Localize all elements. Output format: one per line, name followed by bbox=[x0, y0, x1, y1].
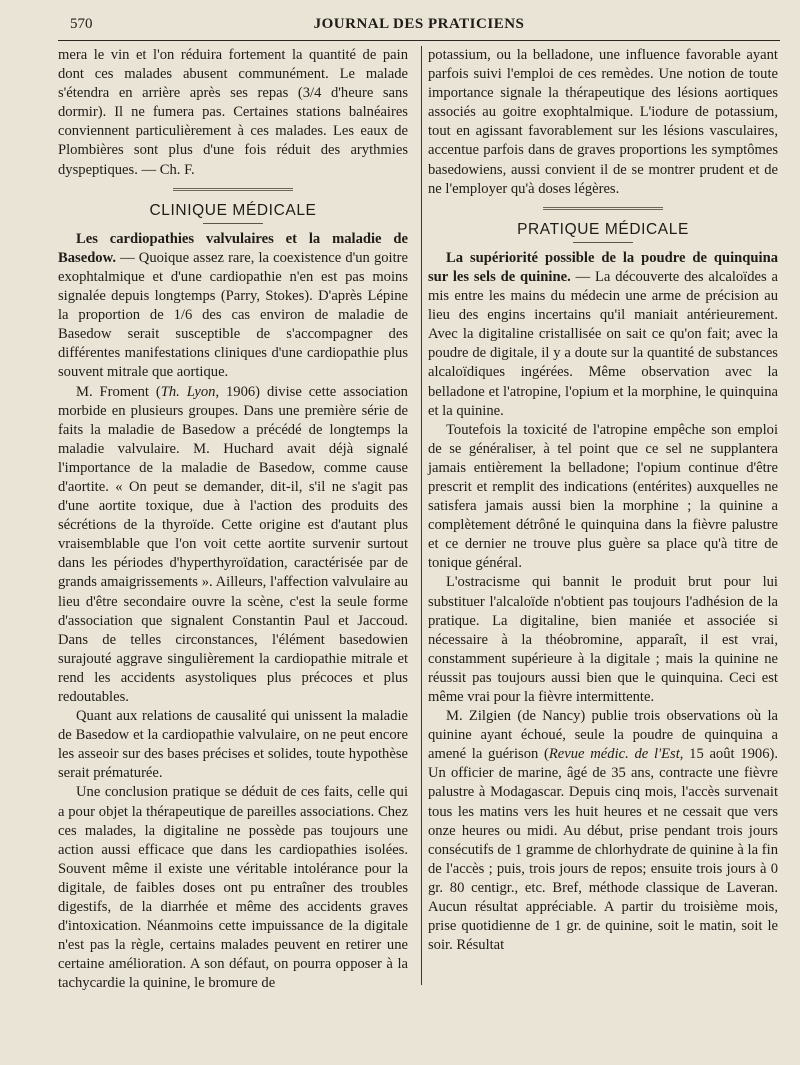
text-run: M. Froment ( bbox=[76, 383, 161, 400]
article-title: La supériorité possible de la poudre de quinquina sur les sels de quinine. bbox=[428, 249, 778, 285]
page-number: 570 bbox=[70, 16, 93, 32]
running-head bbox=[58, 8, 780, 38]
citation: Revue médic. de l'Est bbox=[548, 746, 680, 763]
section-title-clinique: CLINIQUE MÉDICALE bbox=[149, 201, 317, 219]
column-divider bbox=[421, 46, 422, 985]
continued-paragraph: potassium, ou la belladone, une influence favorable ayant parfois suivi l'emploi de ces remèdes. Une notion de toute importance signale la thérapeutique des lésions aortiques associés au goitre exophtalmique. L'iodure de potassium, tout en agissant favorablement sur les lésions vasculaires, accentue parfois dans de graves proportions les symptômes basedowiens, aussi convient il de se montrer prudent et de ne l'employer qu'à doses légères. bbox=[428, 47, 778, 197]
article-paragraph: L'ostracisme qui bannit le produit brut pour lui substituer l'alcaloïde n'obtient pas toujours l'adhésion de la pratique. La digitaline, bien maniée et associée si nécessaire à la théobromine, apparaît, il est vrai, constamment supérieure à la digitale ; mais la quinine ne réussit pas toujours aussi bien que le quinquina. Ceci est même vrai pour la fièvre intermittente. bbox=[428, 574, 778, 705]
article-paragraph: Quant aux relations de causalité qui unissent la maladie de Basedow et la cardiopathie valvulaire, on ne peut encore les asseoir sur des bases précises et solides, toute hypothèse serait prématurée. bbox=[58, 708, 408, 782]
article-text: — La découverte des alcaloïdes a mis entre les mains du médecin une arme de précision au lieu des engins incertains qu'il maniait antérieurement. Avec la digitaline cristallisée on sait ce qu'on fait; avec la poudre de digitale, il y a doute sur la quantité de substances alcaloïdiques ingérées. Même observation avec la belladone et l'atropine, l'opium et la morphine, le quinquina et la quinine. bbox=[428, 268, 779, 419]
article-text: — Quoique assez rare, la coexistence d'un goitre exophtalmique et d'une cardiopathie n'en est pas moins signalée depuis longtemps (Parry, Stokes). D'après Lépine la proportion de 1/6 des cas environ de maladie de Basedow serait susceptible de s'accompagner des différentes manifestations cliniques d'une cardiopathie plus souvent mitrale que aortique. bbox=[58, 249, 408, 381]
article-title: Les cardiopathies valvulaires et la maladie de Basedow. bbox=[58, 230, 408, 266]
citation: Th. Lyon bbox=[160, 383, 216, 400]
article-paragraph bbox=[58, 230, 408, 383]
article-paragraph bbox=[428, 707, 778, 955]
article-paragraph: Une conclusion pratique se déduit de ces faits, celle qui a pour objet la thérapeutique de pareilles associations. Chez ces malades, la digitaline ne possède pas toujours une action aussi efficace que dans les cardiopathies isolées. Souvent même il existe une véritable intolérance pour la digitale, de faibles doses ont pu entraîner des troubles digestifs, de la diarrhée et même des accidents graves d'intoxication. Néanmoins cette impuissance de la digitale n'est pas la règle, certains malades peuvent en retirer une certaine amélioration. A son défaut, on pourra opposer à la tachycardie la quinine, le bromure de bbox=[58, 784, 408, 992]
article-paragraph bbox=[428, 249, 778, 421]
section-title-pratique: PRATIQUE MÉDICALE bbox=[517, 220, 689, 238]
continued-paragraph: mera le vin et l'on réduira fortement la quantité de pain dont ces malades abusent communément. Le malade s'étendra en arrière après ses repas (3/4 d'heure sans dormir). Il ne fumera pas. Certaines stations balnéaires conviennent particulièrement à ces malades. Les eaux de Plombières sont plus d'une fois réduit des arythmies dyspeptiques. — Ch. F. bbox=[58, 47, 408, 178]
header-rule bbox=[58, 40, 780, 41]
short-rule bbox=[573, 242, 633, 243]
article-paragraph: Toutefois la toxicité de l'atropine empêche son emploi de se généraliser, à tel point que ce sel ne supplantera jamais entièrement la belladone; l'opium continue d'être prescrit et remplit des indications (entérites) auxquelles ne satisfera jamais aussi bien la morphine ; la quinine a complètement détrôné le quinquina dans la fièvre palustre et ce dernier ne trouve plus guère sa place qu'à titre de tonique général. bbox=[428, 421, 778, 572]
left-column bbox=[58, 46, 408, 994]
short-rule bbox=[203, 223, 263, 224]
right-column bbox=[428, 46, 778, 955]
ornamental-rule bbox=[543, 207, 663, 210]
article-paragraph bbox=[58, 383, 408, 708]
text-run: , 15 août 1906). Un officier de marine, âgé de 35 ans, contracte une fièvre palustre à Modagascar. Depuis cinq mois, l'accès survenait tous les matins vers les huit heures et ne cessait que vers onze heures ou midi. Au début, prise pendant trois jours consécutifs de 1 gramme de chlorhydrate de quinine à la fin de l'accès ; puis, trois jours de repos; ensuite trois jours à 0 gr. 80 centigr., etc. Bref, méthode classique de Laveran. Aucun résultat appréciable. A partir du troisième mois, prise quotidienne de 1 gr. de quinine, soit le matin, soit le soir. Résultat bbox=[428, 746, 778, 954]
text-run: , 1906) divise cette association morbide en plusieurs groupes. Dans une première série de faits la maladie de Basedow a précédé de longtemps la maladie valvulaire. M. Huchard avait déjà signalé l'importance de la maladie de Basedow, comme cause d'aortite. « On peut se demander, dit-il, s'il ne s'agit pas d'une aortite toxique, due à l'action des produits des sécrétions de la thyroïde. Cette origine est d'autant plus vraisemblable que l'on voit cette aortite survenir surtout dans les périodes d'hyperthyroïdation, caractérisée par de grands amaigrissements ». Ailleurs, l'affection valvulaire au lieu d'être secondaire ouvre la scène, c'est la seule forme d'association que signalent Constantin Paul et Jaccoud. Dans de telles circonstances, l'élément basedowien surajouté aggrave singulièrement la cardiopathie mitrale et rend les accidents asystoliques plus précoces et plus redoutables. bbox=[58, 383, 408, 705]
text-run: M. Zilgien (de Nancy) publie trois observations où la quinine ayant échoué, seule la poudre de quinquina a amené la guérison ( bbox=[428, 708, 778, 763]
journal-title: JOURNAL DES PRATICIENS bbox=[313, 16, 525, 32]
ornamental-rule bbox=[173, 188, 293, 191]
